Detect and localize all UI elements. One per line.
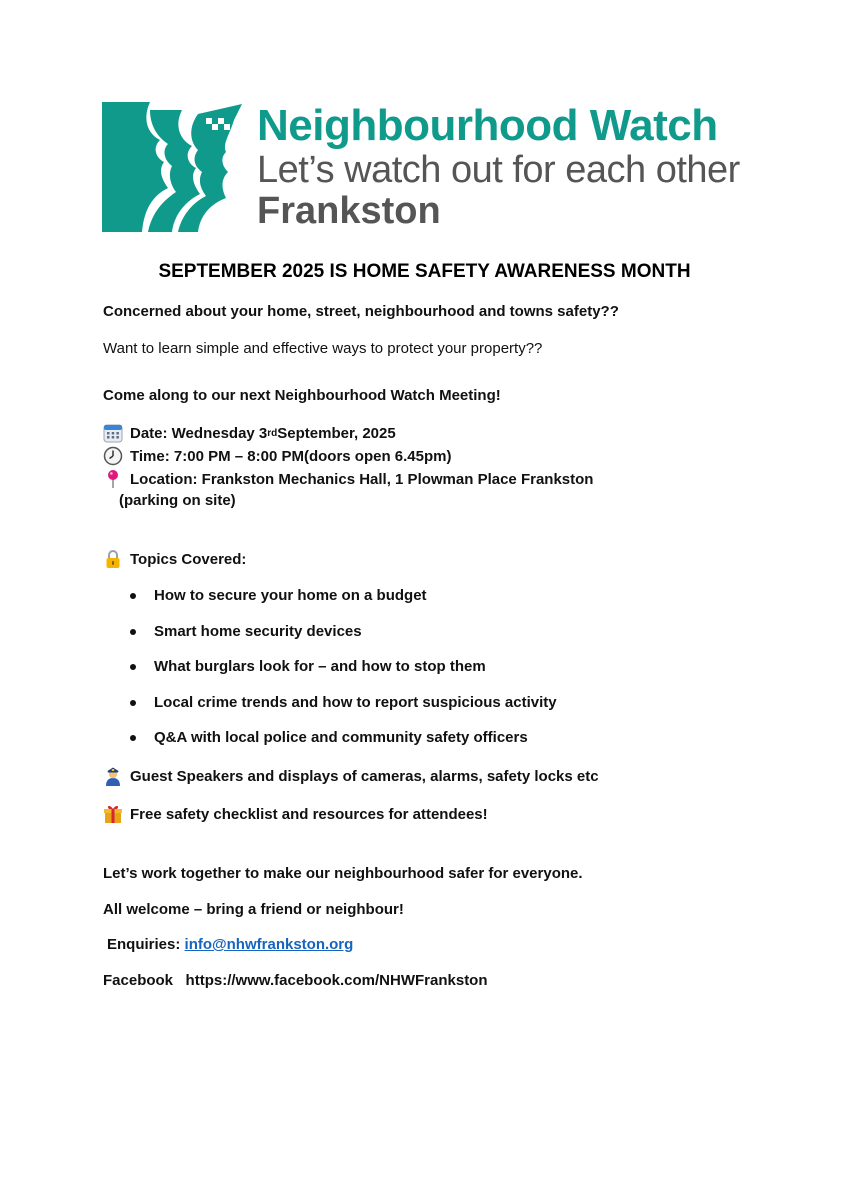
topic-text: Q&A with local police and community safety officers (154, 729, 528, 747)
police-officer-icon (103, 766, 123, 786)
intro-question: Concerned about your home, street, neighbourhood and towns safety?? (103, 303, 619, 320)
clock-icon (103, 446, 123, 466)
gift-icon (103, 804, 123, 824)
list-item (130, 693, 557, 729)
facebook-line (103, 972, 488, 989)
brand-location: Frankston (257, 190, 441, 232)
padlock-icon (103, 549, 123, 569)
page-title: SEPTEMBER 2025 IS HOME SAFETY AWARENESS MONTH (158, 261, 691, 282)
pushpin-icon (103, 469, 123, 489)
topics-heading (103, 549, 246, 569)
guest-speakers-text: Guest Speakers and displays of cameras, alarms, safety locks etc (130, 767, 599, 785)
meeting-invite: Come along to our next Neighbourhood Watch Meeting! (103, 387, 501, 404)
facebook-url: https://www.facebook.com/NHWFrankston (185, 972, 488, 989)
neighbourhood-watch-logo (102, 100, 752, 232)
free-checklist-text: Free safety checklist and resources for attendees! (130, 805, 488, 823)
list-item (130, 622, 557, 658)
time-text: Time: 7:00 PM – 8:00 PM(doors open 6.45pm) (130, 447, 452, 465)
meeting-time (103, 446, 451, 466)
meeting-location (103, 469, 593, 489)
list-item (130, 586, 557, 622)
parking-note: (parking on site) (119, 492, 236, 509)
bullet-icon (130, 664, 136, 670)
date-prefix: Date: Wednesday 3 (130, 424, 268, 442)
silhouette-faces-icon (102, 100, 247, 232)
topic-text: What burglars look for – and how to stop them (154, 658, 486, 676)
topics-heading-text: Topics Covered: (130, 550, 247, 568)
topic-text: Smart home security devices (154, 622, 362, 640)
topics-list (130, 586, 557, 764)
guest-speakers (103, 766, 599, 786)
bullet-icon (130, 700, 136, 706)
topic-text: Local crime trends and how to report suspicious activity (154, 693, 557, 711)
date-suffix: rd (267, 427, 278, 439)
topic-text: How to secure your home on a budget (154, 587, 427, 604)
date-rest: September, 2025 (277, 424, 396, 442)
closing-together: Let’s work together to make our neighbourhood safer for everyone. (103, 865, 583, 882)
enquiries-line (107, 936, 353, 953)
brand-tagline: Let’s watch out for each other (257, 149, 740, 191)
bullet-icon (130, 593, 136, 599)
bullet-icon (130, 629, 136, 635)
closing-welcome: All welcome – bring a friend or neighbour! (103, 901, 404, 918)
bullet-icon (130, 735, 136, 741)
list-item (130, 657, 557, 693)
location-text: Location: Frankston Mechanics Hall, 1 Plowman Place Frankston (130, 470, 594, 488)
enquiries-label: Enquiries: (107, 936, 181, 953)
facebook-label: Facebook (103, 972, 174, 989)
brand-name: Neighbourhood Watch (257, 101, 718, 150)
list-item (130, 728, 557, 764)
calendar-icon (103, 423, 123, 443)
free-checklist (103, 804, 488, 824)
intro-learn: Want to learn simple and effective ways to protect your property?? (103, 340, 543, 357)
enquiries-email-link[interactable]: info@nhwfrankston.org (184, 936, 354, 953)
meeting-date (103, 423, 396, 443)
